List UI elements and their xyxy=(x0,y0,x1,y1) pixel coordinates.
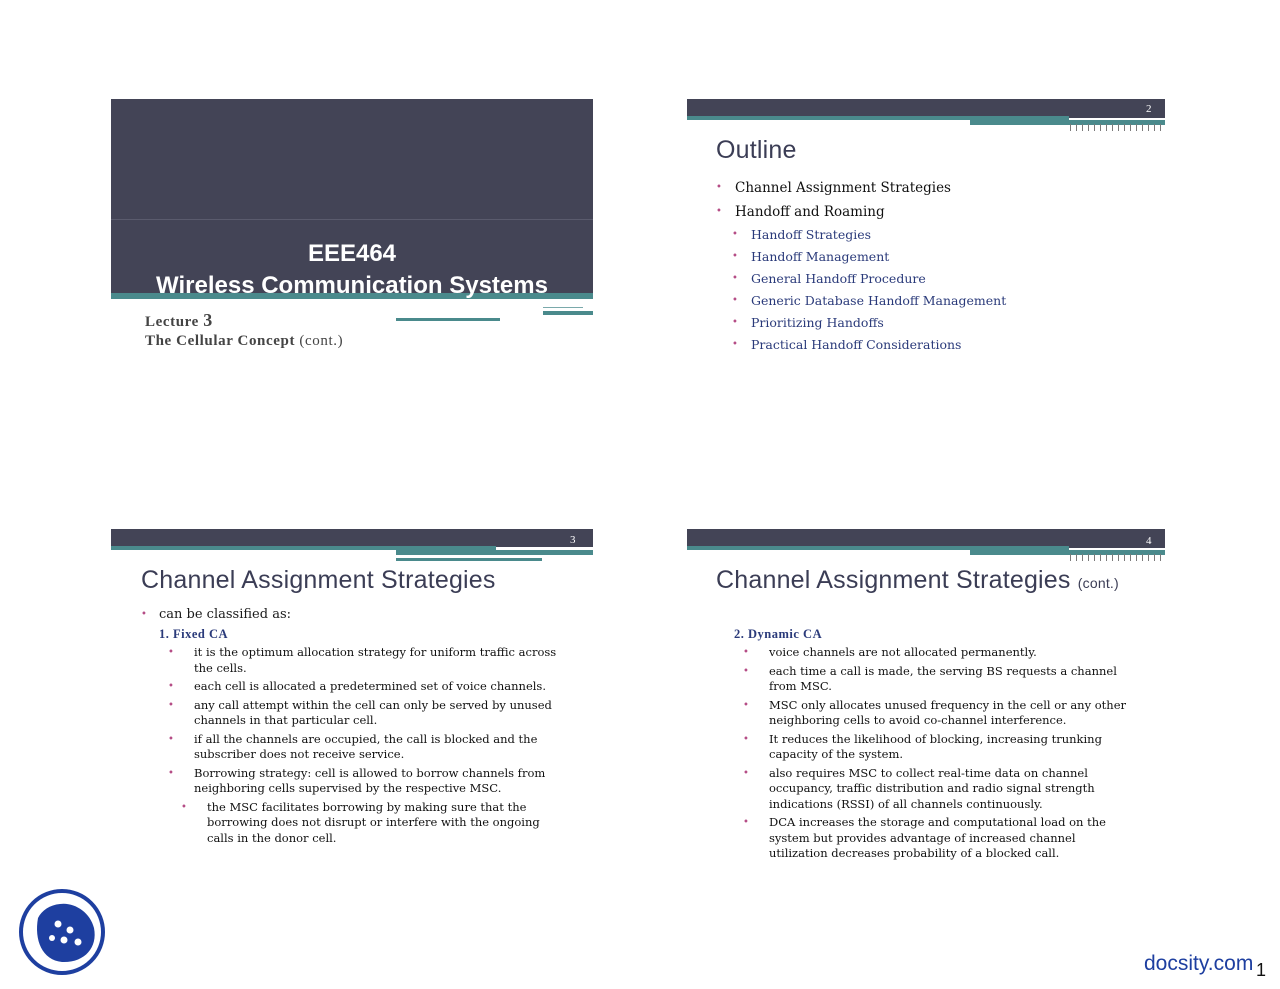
section-heading: 1. Fixed CA xyxy=(159,627,229,641)
list-item xyxy=(168,645,568,676)
tick-mark xyxy=(1088,124,1089,131)
logo-icon xyxy=(18,888,106,976)
list-item-text: Generic Database Handoff Management xyxy=(751,293,1007,308)
tick-mark xyxy=(1094,554,1095,561)
tick-mark xyxy=(1160,124,1161,131)
tick-mark xyxy=(1112,124,1113,131)
tick-strip xyxy=(1070,553,1165,562)
bullet-dot: • xyxy=(743,699,749,711)
list-item xyxy=(732,337,1136,353)
accent-line xyxy=(543,311,593,315)
list-item xyxy=(168,766,568,797)
bullet-dot: • xyxy=(732,229,738,240)
section-heading: 2. Dynamic CA xyxy=(734,627,823,641)
bullet-dot: • xyxy=(732,317,738,328)
page-indicator: 1 xyxy=(1256,960,1267,980)
tick-mark xyxy=(1124,124,1125,131)
list-item-text: General Handoff Procedure xyxy=(751,271,926,286)
list-item-text: the MSC facilitates borrowing by making sure that the borrowing does not disrupt or interfere with the ongoing calls in the donor cell. xyxy=(207,799,540,845)
lecture-info xyxy=(145,310,343,350)
dynamic-ca-list xyxy=(743,645,1133,865)
tick-mark xyxy=(1112,554,1113,561)
list-item xyxy=(168,698,568,729)
intro-text: can be classified as: xyxy=(159,607,291,622)
bullet-dot: • xyxy=(743,647,749,658)
accent-line xyxy=(543,307,583,308)
fixed-ca-list xyxy=(168,645,568,849)
tick-mark xyxy=(1106,554,1107,561)
slide-title-suffix: (cont.) xyxy=(1077,575,1119,591)
list-item-text: each time a call is made, the serving BS requests a channel from MSC. xyxy=(769,663,1117,693)
bullet-dot: • xyxy=(732,251,738,262)
bullet-dot: • xyxy=(732,295,738,306)
brand-watermark[interactable]: docsity.com xyxy=(1144,952,1254,975)
bullet-dot: • xyxy=(743,767,749,779)
list-item xyxy=(743,732,1133,763)
list-item-text: It reduces the likelihood of blocking, increasing trunking capacity of the system. xyxy=(769,731,1102,761)
list-item xyxy=(743,698,1133,729)
list-item-text: also requires MSC to collect real-time data on channel occupancy, traffic distribution and radio signal strength indications (RSSI) of all channels continuously. xyxy=(769,765,1095,811)
list-item-text: Borrowing strategy: cell is allowed to borrow channels from neighboring cells supervised by the respective MSC. xyxy=(194,765,546,795)
bullet-dot: • xyxy=(743,733,749,745)
tick-mark xyxy=(1154,124,1155,131)
lecture-subtitle-suffix: (cont.) xyxy=(299,333,344,349)
tick-mark xyxy=(1100,124,1101,131)
list-item-text: any call attempt within the cell can only be served by unused channels in that particular cell. xyxy=(194,697,552,727)
tick-mark xyxy=(1130,554,1131,561)
list-item xyxy=(181,800,568,847)
list-item xyxy=(732,293,1136,309)
tick-strip xyxy=(1070,123,1165,132)
list-item xyxy=(716,179,1136,197)
page-number: 4 xyxy=(1146,535,1152,547)
slide-title: Outline xyxy=(716,136,797,164)
list-item-text: MSC only allocates unused frequency in the cell or any other neighboring cells to avoid co-channel interference. xyxy=(769,697,1126,727)
list-item-text: Handoff Management xyxy=(751,249,890,264)
tick-mark xyxy=(1070,124,1071,131)
header-bar xyxy=(111,529,593,547)
tick-mark xyxy=(1118,554,1119,561)
list-item-text: voice channels are not allocated permanently. xyxy=(769,645,1037,659)
tick-mark xyxy=(1082,554,1083,561)
tick-mark xyxy=(1118,124,1119,131)
header-stripe xyxy=(396,550,593,555)
list-item xyxy=(732,227,1136,243)
list-item xyxy=(743,664,1133,695)
outline-list xyxy=(716,179,1136,359)
tick-mark xyxy=(1094,124,1095,131)
header-stripe xyxy=(396,558,542,561)
lecture-label: Lecture xyxy=(145,314,199,330)
bullet-dot: • xyxy=(716,182,722,193)
tick-mark xyxy=(1154,554,1155,561)
lecture-number: 3 xyxy=(203,310,213,330)
list-item-text: it is the optimum allocation strategy for uniform traffic across the cells. xyxy=(194,645,557,675)
tick-mark xyxy=(1100,554,1101,561)
list-item xyxy=(168,732,568,763)
list-item-text: Channel Assignment Strategies xyxy=(735,180,951,196)
list-item xyxy=(732,249,1136,265)
page-number: 2 xyxy=(1146,103,1152,115)
tick-mark xyxy=(1148,554,1149,561)
list-item xyxy=(743,766,1133,813)
tick-mark xyxy=(1106,124,1107,131)
bullet-dot: • xyxy=(181,801,187,813)
bullet-dot: • xyxy=(168,647,174,658)
bullet-dot: • xyxy=(743,817,749,828)
tick-mark xyxy=(1148,124,1149,131)
tick-mark xyxy=(1088,554,1089,561)
list-item-text: each cell is allocated a predetermined set of voice channels. xyxy=(194,679,546,693)
tick-mark xyxy=(1136,124,1137,131)
tick-mark xyxy=(1142,554,1143,561)
bullet-dot: • xyxy=(732,339,738,350)
tick-mark xyxy=(1082,124,1083,131)
bullet-dot: • xyxy=(168,681,174,692)
list-item xyxy=(732,271,1136,287)
tick-mark xyxy=(1136,554,1137,561)
bullet-dot: • xyxy=(716,206,722,217)
bullet-dot: • xyxy=(732,273,738,284)
accent-line xyxy=(396,318,500,321)
intro-item xyxy=(141,607,291,622)
list-item xyxy=(743,645,1133,661)
list-item xyxy=(732,315,1136,331)
list-item xyxy=(716,203,1136,221)
bullet-dot: • xyxy=(168,699,174,711)
slide-title: Channel Assignment Strategies xyxy=(141,566,496,594)
bullet-dot: • xyxy=(141,609,147,620)
list-item-text: Prioritizing Handoffs xyxy=(751,315,884,330)
bullet-dot: • xyxy=(743,665,749,677)
tick-mark xyxy=(1142,124,1143,131)
list-item xyxy=(743,815,1133,862)
slide-title xyxy=(716,566,1119,595)
list-item xyxy=(168,679,568,695)
course-name: Wireless Communication Systems xyxy=(156,272,548,299)
tick-mark xyxy=(1070,554,1071,561)
tick-mark xyxy=(1076,124,1077,131)
banner-divider xyxy=(111,219,593,220)
list-item-text: DCA increases the storage and computational load on the system but provides advantage of increased channel utilization decreases probability of a blocked call. xyxy=(769,815,1106,860)
slide-title-text: Channel Assignment Strategies xyxy=(716,566,1071,594)
list-item-text: Handoff Strategies xyxy=(751,227,872,242)
tick-mark xyxy=(1130,124,1131,131)
lecture-subtitle: The Cellular Concept xyxy=(145,333,296,349)
course-code: EEE464 xyxy=(307,240,397,267)
bullet-dot: • xyxy=(168,733,174,745)
deck-title xyxy=(111,238,593,302)
bullet-dot: • xyxy=(168,767,174,779)
tick-mark xyxy=(1160,554,1161,561)
list-item-text: Practical Handoff Considerations xyxy=(751,337,962,352)
tick-mark xyxy=(1124,554,1125,561)
tick-mark xyxy=(1076,554,1077,561)
page-number: 3 xyxy=(570,534,576,546)
list-item-text: if all the channels are occupied, the call is blocked and the subscriber does not receive service. xyxy=(194,731,538,761)
list-item-text: Handoff and Roaming xyxy=(735,204,885,220)
